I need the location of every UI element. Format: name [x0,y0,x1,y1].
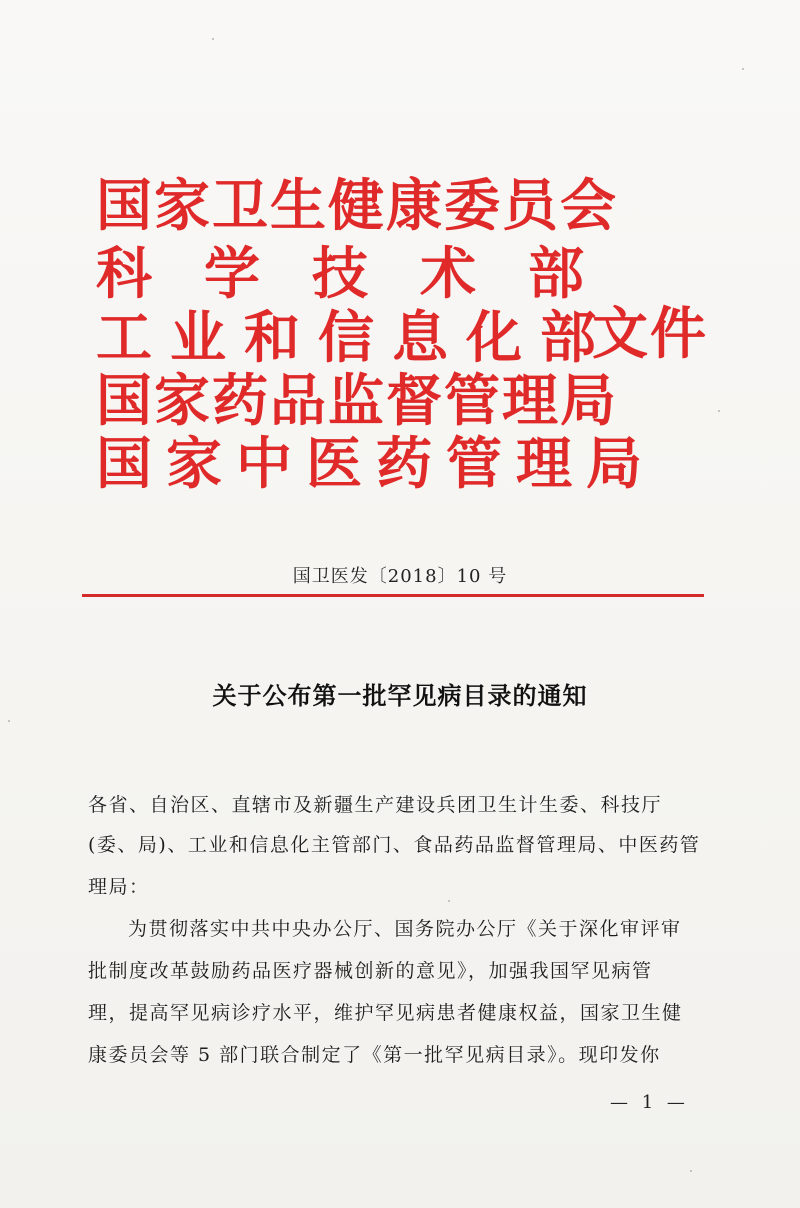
body-line: 为贯彻落实中共中央办公厅、国务院办公厅《关于深化审评审 [128,918,682,940]
paper-speck [212,38,214,40]
body-line: 批制度改革鼓励药品医疗器械创新的意见》，加强我国罕见病管 [88,960,653,982]
body-line: (委、局)、工业和信息化主管部门、食品药品监督管理局、中医药管 [88,834,701,856]
paper-speck [690,1170,692,1172]
notice-title: 关于公布第一批罕见病目录的通知 [212,681,588,710]
document-type-label: 文件 [592,301,708,367]
agency-tcm-administration: 国家中医药管理局 [96,431,656,497]
body-line: 理局： [88,876,150,898]
body-line: 康委员会等 5 部门联合制定了《第一批罕见病目录》。现印发你 [88,1044,661,1066]
body-line: 理，提高罕见病诊疗水平，维护罕见病患者健康权益，国家卫生健 [88,1002,683,1024]
agency-ministry-of-science: 科学技术部 [96,241,636,307]
body-line: 各省、自治区、直辖市及新疆生产建设兵团卫生计生委、科技厅 [88,794,663,816]
document-number: 国卫医发〔2018〕10 号 [292,566,508,587]
agency-drug-administration: 国家药品监督管理局 [96,368,618,434]
agency-ministry-of-industry: 工业和信息化部 [96,305,614,371]
paper-speck [742,68,744,70]
paper-speck [718,410,720,412]
paper-speck [8,720,10,722]
page-number: — 1 — [610,1092,689,1113]
agency-health-commission: 国家卫生健康委员会 [96,173,618,239]
paper-speck [448,900,450,902]
red-divider-line [82,594,704,597]
